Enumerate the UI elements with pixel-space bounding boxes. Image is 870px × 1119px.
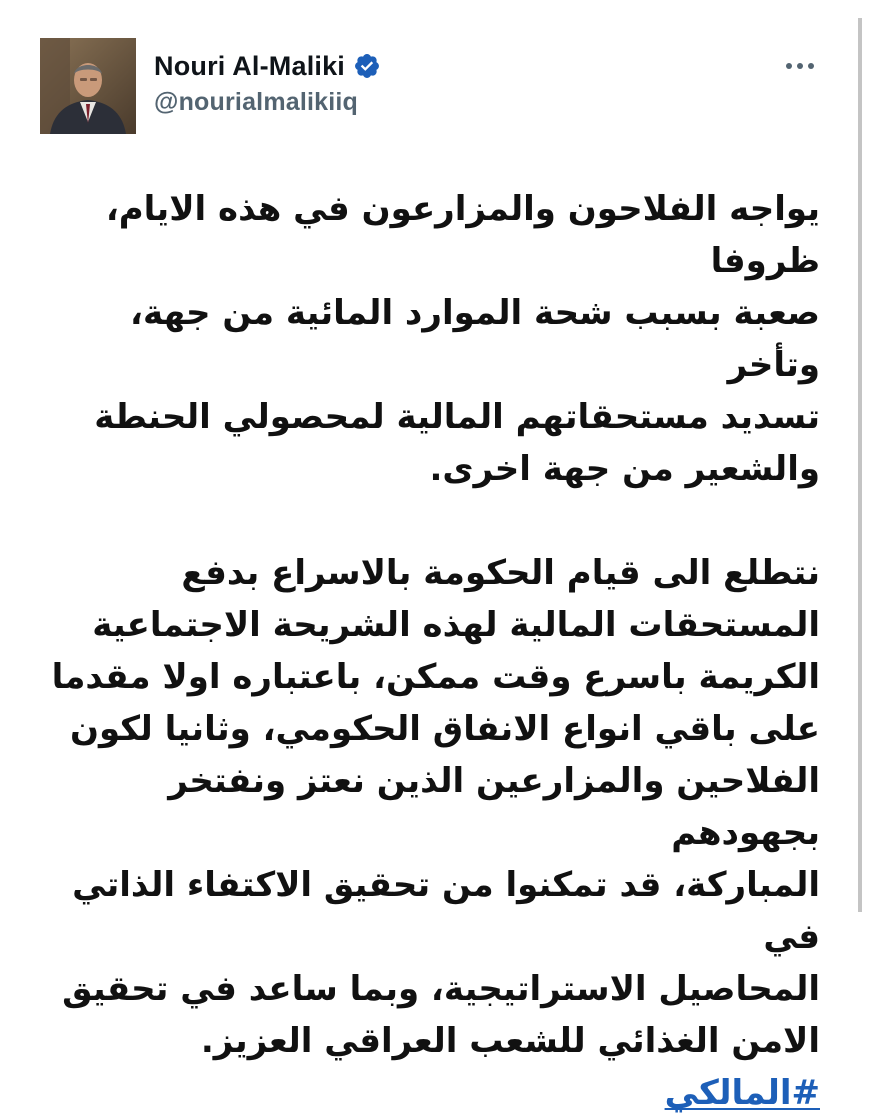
profile-photo-icon [40,38,136,134]
tweet-header [40,38,820,138]
display-name[interactable]: Nouri Al-Maliki [154,50,346,81]
scrollbar-track[interactable] [858,18,862,912]
verified-badge-icon[interactable] [353,52,381,80]
display-name-row [154,48,381,84]
tweet-paragraph-2: نتطلع الى قيام الحكومة بالاسراع بدفع المستحقات المالية لهذه الشريحة الاجتماعية الكريمة باسرع وقت ممكن، باعتباره اولا مقدما على باقي انواع الانفاق الحكومي، وثانيا لكون الفلاحين والمزارعين الذين نعتز ونفتخر بجهودهم المباركة، قد تمكنوا من تحقيق الاكتفاء الذاتي في المحاصيل الاستراتيجية، وبما ساعد في تحقيق الامن الغذائي للشعب العراقي العزيز. [51,553,820,1061]
tweet-card [40,38,820,1113]
author-handle[interactable]: @nourialmalikiiq [154,88,359,116]
more-dot [808,63,814,69]
more-dot [786,63,792,69]
more-dot [797,63,803,69]
author-names [154,48,381,117]
avatar[interactable] [40,38,136,134]
tweet-paragraph-1: يواجه الفلاحون والمزارعون في هذه الايام، ظروفا صعبة بسبب شحة الموارد المائية من جهة، وتأخر تسديد مستحقاتهم المالية لمحصولي الحنطة والشعير من جهة اخرى. [94,189,820,489]
tweet-text [40,183,820,1119]
hashtag-link[interactable]: #المالكي [664,1073,820,1113]
more-options-icon[interactable] [778,52,822,80]
